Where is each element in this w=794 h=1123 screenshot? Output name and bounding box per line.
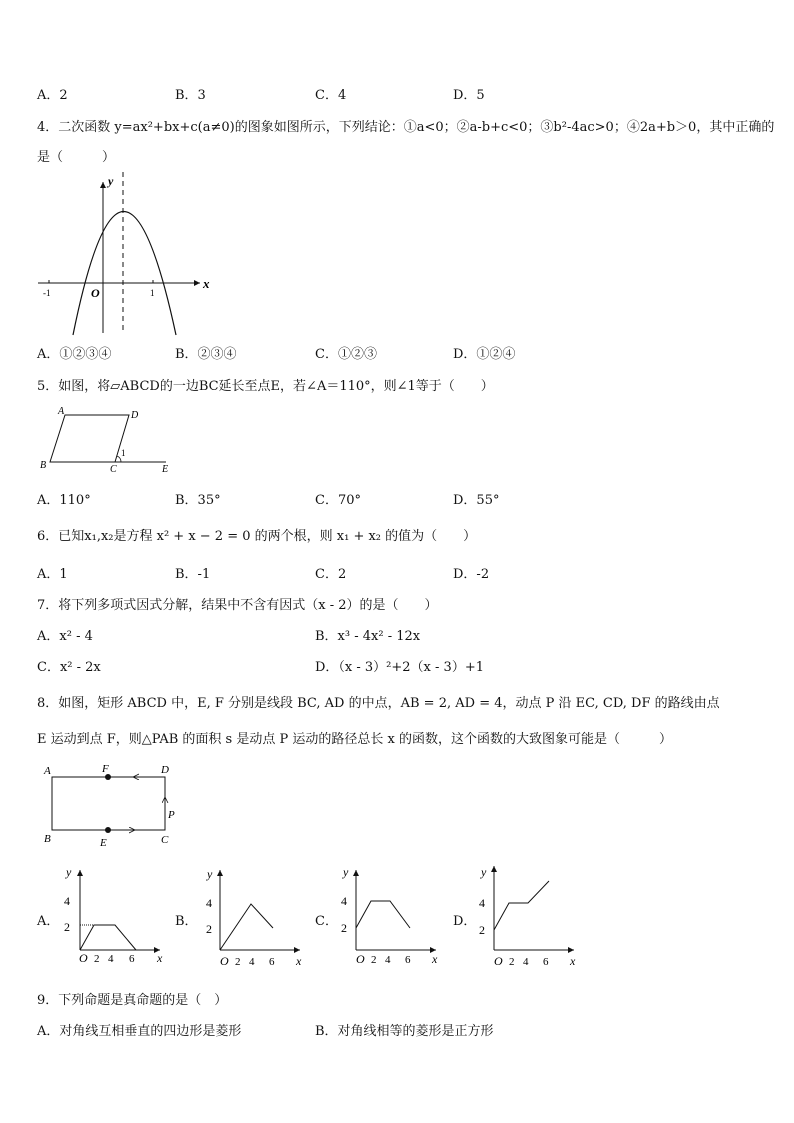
svg-text:x: x bbox=[296, 954, 302, 968]
q4-tick-1: 1 bbox=[150, 288, 155, 298]
svg-text:4: 4 bbox=[385, 954, 391, 966]
svg-text:4: 4 bbox=[341, 894, 347, 908]
q4-tick-neg1: -1 bbox=[43, 288, 51, 298]
svg-text:2: 2 bbox=[509, 956, 515, 968]
svg-text:y: y bbox=[207, 867, 213, 881]
svg-text:2: 2 bbox=[64, 920, 70, 934]
q4-x-label: x bbox=[203, 276, 210, 291]
q4-origin-label: O bbox=[91, 286, 100, 300]
svg-text:6: 6 bbox=[129, 953, 135, 965]
q3-option-c: C．4 bbox=[315, 88, 347, 103]
svg-text:4: 4 bbox=[206, 896, 212, 910]
svg-text:2: 2 bbox=[479, 923, 485, 937]
svg-text:O: O bbox=[220, 954, 229, 968]
q9-stem: 9．下列命题是真命题的是（ ） bbox=[37, 993, 228, 1008]
svg-text:6: 6 bbox=[269, 956, 275, 968]
q4-option-b: B．②③④ bbox=[175, 347, 237, 362]
q7-option-d: D．（x - 3）²+2（x - 3）+1 bbox=[315, 660, 484, 675]
svg-text:6: 6 bbox=[543, 956, 549, 968]
q4-option-c: C．①②③ bbox=[315, 347, 377, 362]
q4-stem: 4．二次函数 y=ax²+bx+c(a≠0)的图象如图所示，下列结论：①a<0；②a-b+c<0；③b²-4ac>0；④2a+b＞0，其中正确的 bbox=[37, 120, 775, 135]
q3-option-a: A．2 bbox=[37, 88, 68, 103]
q4-option-a: A．①②③④ bbox=[37, 347, 112, 362]
q8-stem: 8．如图，矩形 ABCD 中，E, F 分别是线段 BC, AD 的中点，AB = 2, AD = 4，动点 P 沿 EC, CD, DF 的路线由点 bbox=[37, 696, 720, 711]
svg-text:2: 2 bbox=[371, 954, 377, 966]
svg-text:2: 2 bbox=[94, 953, 100, 965]
q8-option-b-label: B． bbox=[175, 914, 198, 929]
q4-stem-continued: 是（ ） bbox=[37, 150, 116, 165]
q9-option-a: A．对角线互相垂直的四边形是菱形 bbox=[37, 1024, 242, 1039]
q7-option-a: A．x² - 4 bbox=[37, 629, 93, 644]
q5-label-a: A bbox=[58, 406, 65, 417]
q3-option-d: D．5 bbox=[453, 88, 485, 103]
svg-text:x: x bbox=[157, 951, 163, 965]
q8-option-d-label: D． bbox=[453, 914, 477, 929]
q8-graph-b bbox=[206, 867, 302, 968]
q7-stem: 7．将下列多项式因式分解，结果中不含有因式（x - 2）的是（ ） bbox=[37, 598, 438, 613]
q8-graph-c bbox=[341, 865, 438, 966]
q8-label-d: D bbox=[161, 764, 169, 776]
q8-graph-b-curve bbox=[220, 904, 273, 950]
svg-text:2: 2 bbox=[235, 956, 241, 968]
q8-label-e: E bbox=[100, 837, 107, 849]
q4-y-label: y bbox=[108, 174, 114, 188]
q8-graph-d-curve bbox=[494, 881, 549, 930]
svg-text:y: y bbox=[66, 865, 72, 879]
q8-graph-c-curve bbox=[356, 901, 410, 928]
q8-graph-a-curve bbox=[80, 925, 136, 950]
q8-graph-d bbox=[479, 865, 576, 968]
q5-label-1: 1 bbox=[121, 448, 126, 458]
q7-option-c: C．x² - 2x bbox=[37, 660, 101, 675]
q6-option-b: B．-1 bbox=[175, 567, 211, 582]
svg-text:O: O bbox=[494, 954, 503, 968]
q5-option-b: B．35° bbox=[175, 493, 221, 508]
q8-label-f: F bbox=[102, 763, 109, 775]
q8-label-b: B bbox=[44, 833, 51, 845]
q6-option-c: C．2 bbox=[315, 567, 347, 582]
svg-text:O: O bbox=[79, 951, 88, 965]
q8-label-p: P bbox=[168, 809, 175, 821]
q3-option-b: B．3 bbox=[175, 88, 206, 103]
svg-text:y: y bbox=[343, 865, 349, 879]
q6-stem: 6．已知x₁,x₂是方程 x² + x − 2 = 0 的两个根，则 x₁ + x₂ 的值为（ ） bbox=[37, 529, 477, 544]
q5-stem: 5．如图，将▱ABCD的一边BC延长至点E，若∠A＝110°，则∠1等于（ ） bbox=[37, 379, 494, 394]
svg-text:2: 2 bbox=[341, 921, 347, 935]
q5-label-d: D bbox=[131, 410, 139, 421]
svg-text:4: 4 bbox=[249, 956, 255, 968]
q5-option-a: A．110° bbox=[37, 493, 91, 508]
q8-graph-a bbox=[64, 865, 163, 965]
q6-option-a: A．1 bbox=[37, 567, 68, 582]
svg-text:4: 4 bbox=[108, 953, 114, 965]
q6-option-d: D．-2 bbox=[453, 567, 490, 582]
q5-label-c: C bbox=[110, 464, 117, 475]
svg-text:4: 4 bbox=[523, 956, 529, 968]
svg-text:y: y bbox=[481, 865, 487, 879]
q7-option-b: B．x³ - 4x² - 12x bbox=[315, 629, 421, 644]
q8-label-c: C bbox=[161, 834, 169, 846]
svg-text:4: 4 bbox=[479, 896, 485, 910]
q8-stem-continued: E 运动到点 F，则△PAB 的面积 s 是动点 P 运动的路径总长 x 的函数，这个函数的大致图象可能是（ ） bbox=[37, 732, 672, 747]
q9-option-b: B．对角线相等的菱形是正方形 bbox=[315, 1024, 494, 1039]
q5-option-d: D．55° bbox=[453, 493, 500, 508]
q8-label-a: A bbox=[44, 765, 51, 777]
q5-label-b: B bbox=[40, 460, 47, 471]
svg-text:x: x bbox=[570, 954, 576, 968]
svg-text:x: x bbox=[432, 952, 438, 966]
svg-text:4: 4 bbox=[64, 894, 70, 908]
q8-option-a-label: A． bbox=[37, 914, 60, 929]
q5-option-c: C．70° bbox=[315, 493, 361, 508]
q4-option-d: D．①②④ bbox=[453, 347, 516, 362]
q5-label-e: E bbox=[162, 464, 169, 475]
svg-text:2: 2 bbox=[206, 922, 212, 936]
svg-text:O: O bbox=[356, 952, 365, 966]
svg-text:6: 6 bbox=[405, 954, 411, 966]
q8-option-c-label: C． bbox=[315, 914, 338, 929]
